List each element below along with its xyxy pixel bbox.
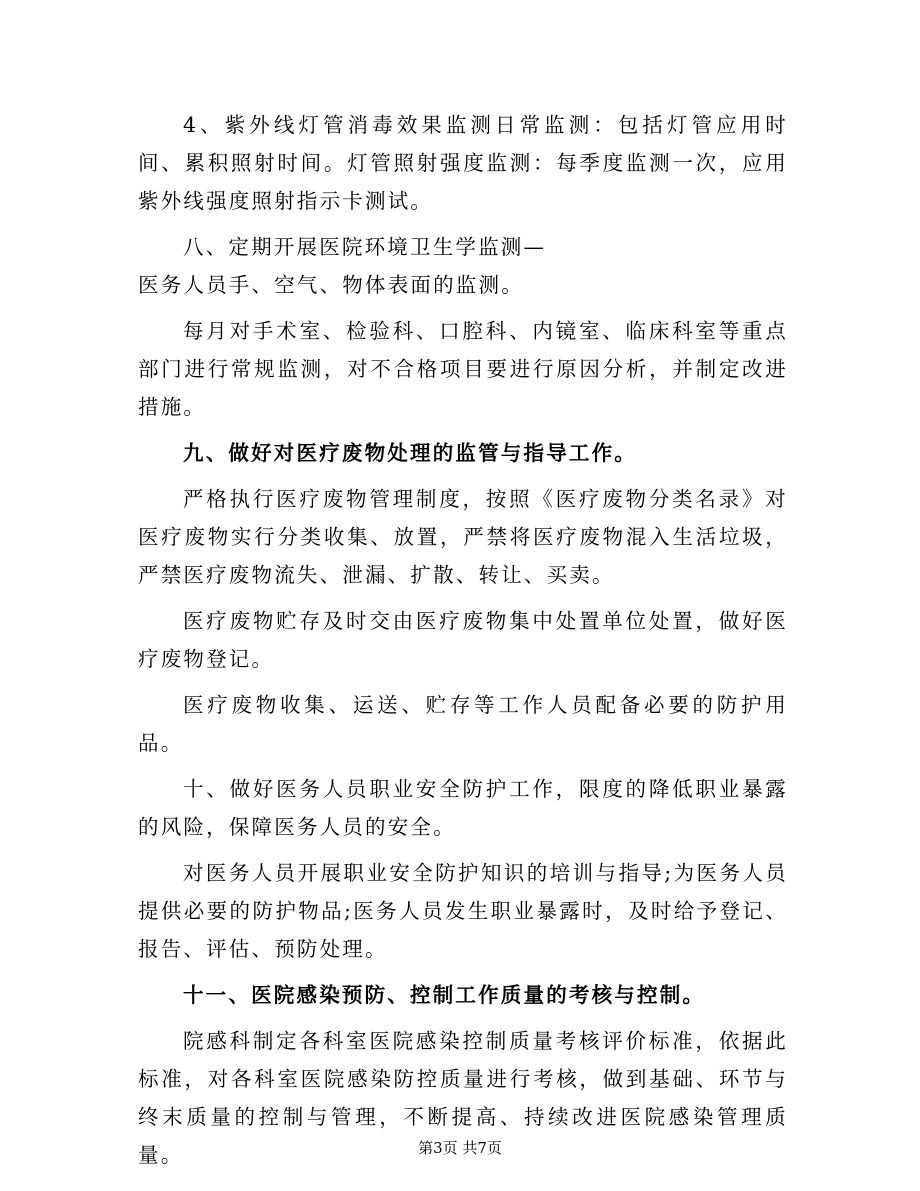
document-body xyxy=(138,106,788,1182)
paragraph-section-8-scope: 医务人员手、空气、物体表面的监测。 xyxy=(138,273,524,297)
paragraph-monthly-monitoring: 每月对手术室、检验科、口腔科、内镜室、临床科室等重点部门进行常规监测，对不合格项目要进行原因分析，并制定改进措施。 xyxy=(138,319,788,419)
heading-section-10: 十、做好医务人员职业安全防护工作，限度的降低职业暴露的风险，保障医务人员的安全。 xyxy=(138,777,788,839)
paragraph-waste-storage: 医疗废物贮存及时交由医疗废物集中处置单位处置，做好医疗废物登记。 xyxy=(138,609,788,671)
page-number-footer: 第3页 共7页 xyxy=(418,1139,502,1157)
paragraph-occupational-safety: 对医务人员开展职业安全防护知识的培训与指导;为医务人员提供必要的防护物品;医务人员发生职业暴露时，及时给予登记、报告、评估、预防处理。 xyxy=(138,861,788,961)
heading-section-8: 八、定期开展医院环境卫生学监测— xyxy=(183,235,547,259)
paragraph-uv-lamp-monitoring: 4、紫外线灯管消毒效果监测日常监测：包括灯管应用时间、累积照射时间。灯管照射强度监测：每季度监测一次，应用紫外线强度照射指示卡测试。 xyxy=(138,113,788,213)
paragraph-waste-protection: 医疗废物收集、运送、贮存等工作人员配备必要的防护用品。 xyxy=(138,693,788,755)
paragraph-quality-assessment: 院感科制定各科室医院感染控制质量考核评价标准，依据此标准，对各科室医院感染防控质量进行考核，做到基础、环节与终末质量的控制与管理，不断提高、持续改进医院感染管理质量。 xyxy=(138,1029,788,1167)
paragraph-waste-management: 严格执行医疗废物管理制度，按照《医疗废物分类名录》对医疗废物实行分类收集、放置，严禁将医疗废物混入生活垃圾，严禁医疗废物流失、泄漏、扩散、转让、买卖。 xyxy=(138,487,788,587)
heading-section-9: 九、做好对医疗废物处理的监管与指导工作。 xyxy=(183,441,637,465)
heading-section-11: 十一、医院感染预防、控制工作质量的考核与控制。 xyxy=(183,983,706,1007)
